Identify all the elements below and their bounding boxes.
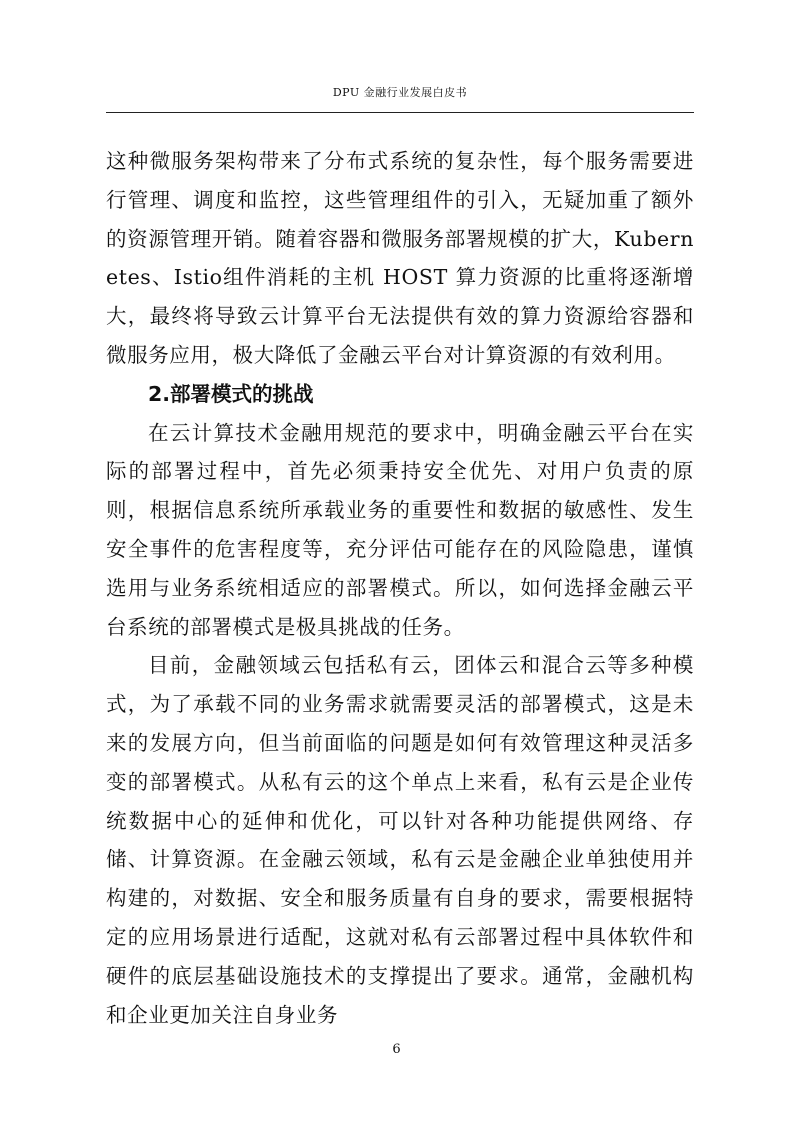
paragraph-deployment-requirements: 在云计算技术金融用规范的要求中，明确金融云平台在实际的部署过程中，首先必须秉持安全优先、对用户负责的原则，根据信息系统所承载业务的重要性和数据的敏感性、发生安全事件的危害程度等，充分评估可能存在的风险隐患，谨慎选用与业务系统相适应的部署模式。所以，如何选择金融云平台系统的部署模式是极具挑战的任务。	[106, 420, 694, 639]
page-body	[106, 142, 694, 1034]
paragraph-cloud-modes: 目前，金融领域云包括私有云，团体云和混合云等多种模式，为了承载不同的业务需求就需要灵活的部署模式，这是未来的发展方向，但当前面临的问题是如何有效管理这种灵活多变的部署模式。从私有云的这个单点上来看，私有云是企业传统数据中心的延伸和优化，可以针对各种功能提供网络、存储、计算资源。在金融云领域，私有云是金融企业单独使用并构建的，对数据、安全和服务质量有自身的要求，需要根据特定的应用场景进行适配，这就对私有云部署过程中具体软件和硬件的底层基础设施技术的支撑提出了要求。通常，金融机构和企业更加关注自身业务	[106, 653, 694, 1027]
page-number: 6	[392, 1042, 401, 1057]
section-heading-deployment-challenge: 2.部署模式的挑战	[148, 381, 314, 406]
header-divider	[106, 112, 694, 113]
running-header-title: DPU 金融行业发展白皮书	[332, 86, 468, 99]
paragraph-microservices-overhead: 这种微服务架构带来了分布式系统的复杂性，每个服务需要进行管理、调度和监控，这些管理组件的引入，无疑加重了额外的资源管理开销。随着容器和微服务部署规模的扩大，Kubernetes、Istio组件消耗的主机 HOST 算力资源的比重将逐渐增大，最终将导致云计算平台无法提供有效的算力资源给容器和微服务应用，极大降低了金融云平台对计算资源的有效利用。	[106, 149, 694, 367]
